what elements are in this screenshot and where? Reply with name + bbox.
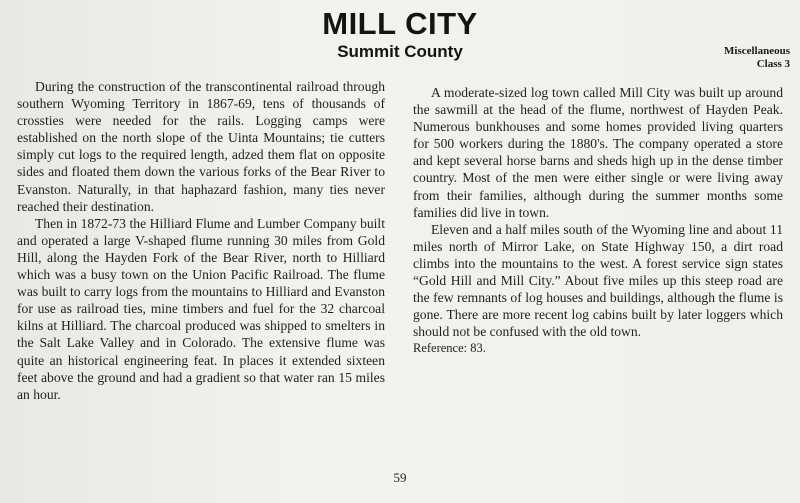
paragraph: Then in 1872-73 the Hilliard Flume and Lumber Company built and operated a large V-shaped flume running 30 miles from Gold Hill, along the Hayden Fork of the Bear River, north to Hilliard which was a busy town on the Union Pacific Railroad. The flume was built to carry logs from the mountains to Hilliard and Evanston for use as railroad ties, mine timbers and fuel for the 32 charcoal kilns at Hilliard. The charcoal produced was shipped to smelters in the Salt Lake Valley and in Colorado. The extensive flume was quite an historical engineering feat. In places it extended sixteen feet above the ground and had a gradient so that water ran 15 miles an hour. (17, 215, 385, 402)
paragraph: Eleven and a half miles south of the Wyoming line and about 11 miles north of Mirror Lake, on State Highway 150, a dirt road climbs into the mountains to the west. A forest service sign states “Gold Hill and Mill City.” About five miles up this steep road are the few remnants of log houses and buildings, although the flume is gone. There are more recent log cabins built by later loggers which should not be confused with the old town. (413, 221, 783, 340)
class-label: Class 3 (756, 58, 790, 70)
page-title: MILL CITY (322, 6, 478, 41)
paragraph: A moderate-sized log town called Mill City was built up around the sawmill at the head of the flume, northwest of Hayden Peak. Numerous bunkhouses and some homes provided living quarters for 500 workers during the 1880's. The company operated a store and kept several horse barns and sheds high up in the dense timber country. Most of the men were either single or were living away from their families, although during the summer months some families did live in town. (413, 85, 783, 220)
page-number: 59 (393, 470, 407, 485)
right-column (413, 84, 783, 358)
classification-block (724, 45, 790, 71)
reference-note: Reference: 83. (413, 341, 486, 356)
category-label: Miscellaneous (724, 45, 790, 57)
paragraph: During the construction of the transcontinental railroad through southern Wyoming Territory in 1867-69, tens of thousands of crossties were needed for the rails. Logging camps were established on the north slope of the Uinta Mountains; tie cutters simply cut logs to the required length, adzed them flat on opposite sides and floated them down the various forks of the Bear River to Evanston. Naturally, in that haphazard fashion, many ties never reached their destination. (17, 79, 385, 214)
page-subtitle: Summit County (337, 42, 463, 61)
left-column (17, 78, 385, 403)
